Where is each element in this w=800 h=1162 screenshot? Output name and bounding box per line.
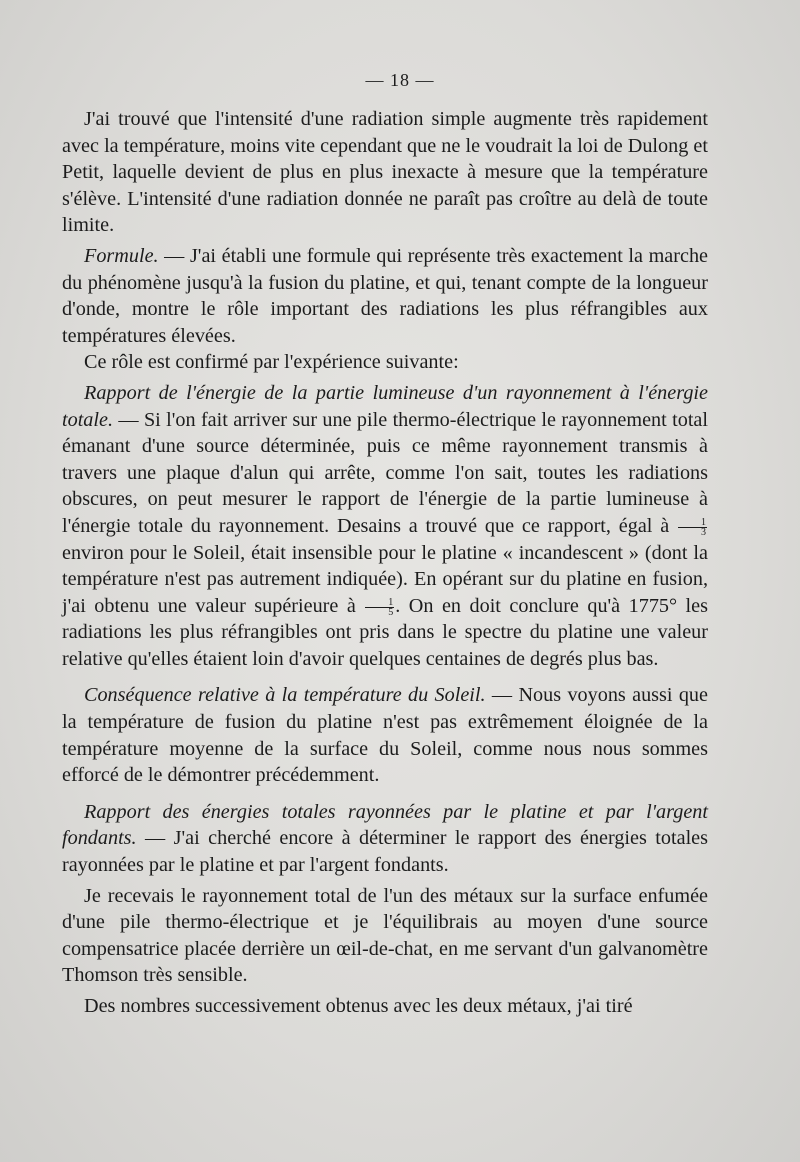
section-heading-formule: Formule. xyxy=(84,244,159,267)
body-text xyxy=(62,106,708,1020)
fraction-numerator: 1 xyxy=(678,518,707,528)
paragraph-platine-argent-text: — J'ai cherché encore à déterminer le rapport des énergies totales rayonnées par le platine et par l'argent fondants. xyxy=(62,827,708,877)
paragraph-intensity: J'ai trouvé que l'intensité d'une radiation simple augmente très rapidement avec la température, moins vite cependant que ne le voudrait la loi de Dulong et Petit, laquelle devient de plus en plus inexacte à mesure que la température s'élève. L'intensité d'une radiation donnée ne paraît pas croître au delà de toute limite. xyxy=(62,108,708,237)
fraction-one-fifth xyxy=(365,598,394,617)
fraction-one-third xyxy=(678,518,707,537)
page-number: — 18 — xyxy=(365,70,435,90)
section-heading-platine-argent: Rapport des énergies totales rayonnées par le platine et par l'argent fondants. xyxy=(62,800,708,850)
paragraph-experience: Ce rôle est confirmé par l'expérience suivante: xyxy=(84,351,459,374)
paragraph-rapport-text-c: . On en doit conclure qu'à 1775° les radiations les plus réfrangibles ont pris dans le spectre du platine une valeur relative qu'elles étaient loin d'avoir quelques centaines de degrés plus bas. xyxy=(62,594,708,670)
paragraph-rapport-platine-argent xyxy=(62,799,708,879)
paragraph-nombres: Des nombres successivement obtenus avec les deux métaux, j'ai tiré xyxy=(84,995,633,1017)
paragraph-formule xyxy=(62,243,708,349)
paragraph-formule-text: — J'ai établi une formule qui représente très exactement la marche du phénomène jusqu'à la fusion du platine, et qui, tenant compte de la longueur d'onde, montre le rôle important des radiations les plus réfrangibles aux températures élevées. xyxy=(62,244,708,347)
section-heading-consequence: Conséquence relative à la température du Soleil. xyxy=(84,684,486,707)
paragraph-rapport-energie xyxy=(62,380,708,673)
paragraph-rapport-text-a: — Si l'on fait arriver sur une pile thermo-électrique le rayonnement total émanant d'une source déterminée, puis ce même rayonnement transmis à travers une plaque d'alun qui arrête, comme l'on sait, toutes les radiations obscures, on peut mesurer le rapport de l'énergie de la partie lumineuse à l'énergie totale du rayonnement. Desains a trouvé que ce rapport, égal à xyxy=(62,408,708,537)
paragraph-rapport-text-b: environ pour le Soleil, était insensible pour le platine « incandescent » (dont la température n'est pas autrement indiquée). En opérant sur du platine en fusion, j'ai obtenu une valeur supérieure à xyxy=(62,541,708,617)
paragraph-methode: Je recevais le rayonnement total de l'un des métaux sur la surface enfumée d'une pile thermo-électrique et je l'équilibrais au moyen d'une source compensatrice placée derrière un œil-de-chat, en me servant d'un galvanomètre Thomson très sensible. xyxy=(62,884,708,987)
fraction-denominator: 3 xyxy=(701,526,706,538)
section-heading-rapport-energie: Rapport de l'énergie de la partie lumineuse d'un rayonnement à l'énergie totale. xyxy=(62,381,708,431)
paragraph-consequence xyxy=(62,682,708,788)
paragraph-consequence-text: — Nous voyons aussi que la température de fusion du platine n'est pas extrêmement éloignée de la température moyenne de la surface du Soleil, comme nous nous sommes efforcé de le démontrer précédemment. xyxy=(62,684,708,787)
fraction-denominator: 5 xyxy=(388,606,394,618)
fraction-numerator: 1 xyxy=(365,598,394,608)
